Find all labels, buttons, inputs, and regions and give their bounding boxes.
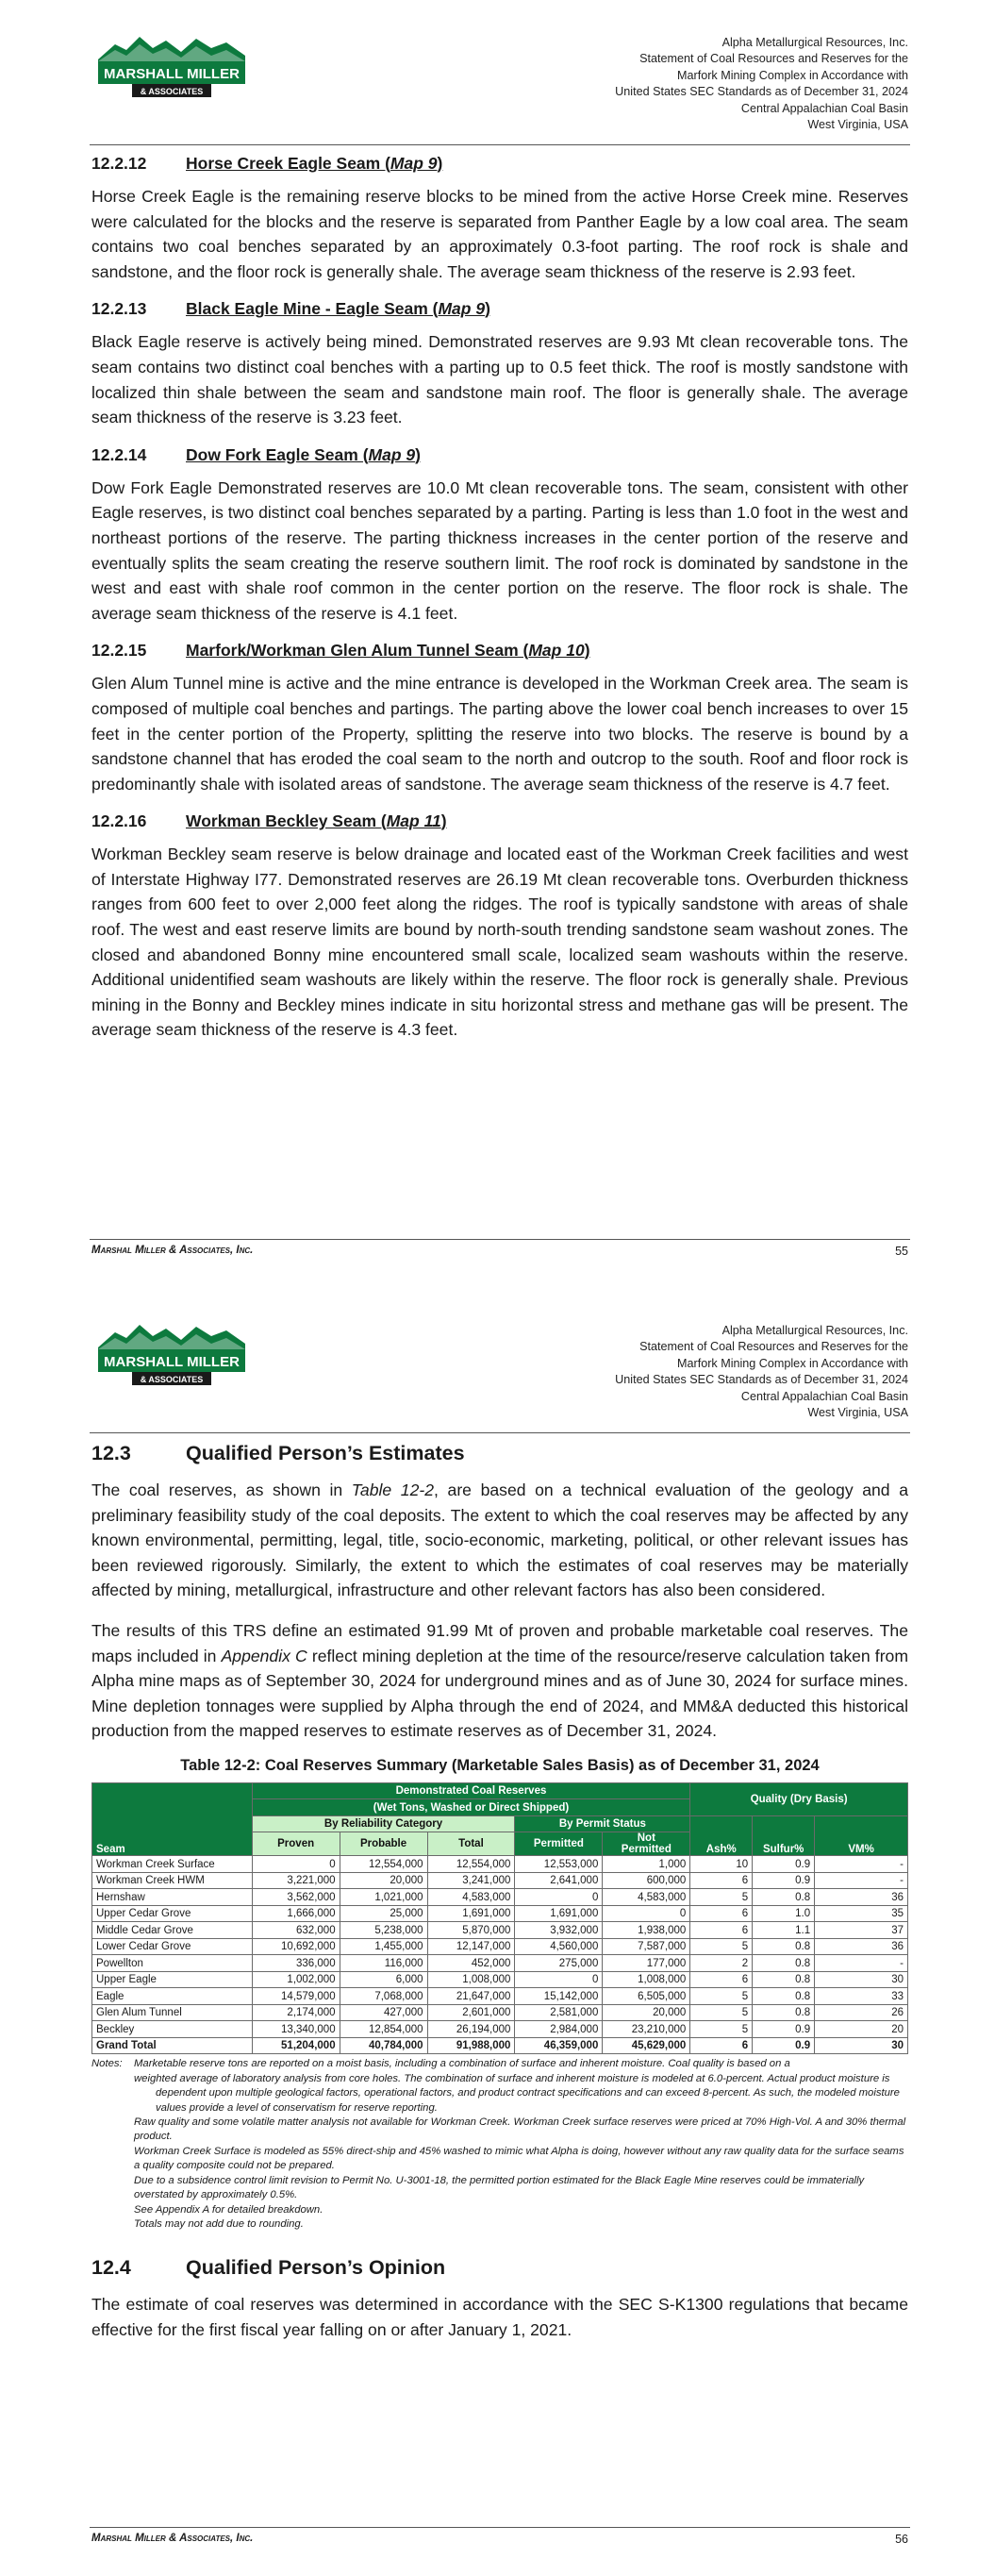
value-cell: 600,000: [603, 1872, 690, 1889]
value-cell: 0.9: [753, 2037, 815, 2054]
table-reference[interactable]: Table 12-2: [351, 1480, 435, 1499]
section-heading: [91, 445, 908, 466]
value-cell: 5: [690, 1938, 753, 1955]
value-cell: 1,938,000: [603, 1922, 690, 1939]
value-cell: 20,000: [340, 1872, 427, 1889]
note-text: Raw quality and some volatile matter analysis not available for Workman Creek. Workman Creek surface reserves were priced at 70% High-Vol. A and 30% thermal product.: [134, 2116, 906, 2143]
value-cell: -: [815, 1955, 908, 1972]
value-cell: 5: [690, 2021, 753, 2038]
value-cell: 26: [815, 2004, 908, 2021]
section-paragraph: The coal reserves, as shown in Table 12-2, are based on a technical evaluation of the geology and a preliminary feasibility study of the coal deposits. The extent to which the coal reserves may be affected by any known environmental, permitting, legal, title, socio-economic, marketing, political, or other relevant issues has been reviewed rigorously. Similarly, the extent to which the estimates of coal reserves may be materially affected by mining, metallurgical, infrastructure and other relevant factors has also been considered.: [91, 1480, 908, 1600]
seam-name-cell: Powellton: [92, 1955, 253, 1972]
note-text: Totals may not add due to rounding.: [134, 2217, 304, 2230]
table-row: [92, 1905, 908, 1922]
note-text: Due to a subsidence control limit revision to Permit No. U-3001-18, the permitted portion estimated for the Black Eagle Mine reserves could be immaterially overstated by approximately 0.5%.: [134, 2174, 865, 2201]
value-cell: 20,000: [603, 2004, 690, 2021]
seam-name-cell: Upper Cedar Grove: [92, 1905, 253, 1922]
value-cell: 452,000: [427, 1955, 515, 1972]
value-cell: 5,870,000: [427, 1922, 515, 1939]
section-title: Qualified Person’s Estimates: [186, 1442, 465, 1464]
value-cell: 1,455,000: [340, 1938, 427, 1955]
section-heading: [91, 2256, 908, 2283]
value-cell: 10,692,000: [252, 1938, 340, 1955]
value-cell: 0.8: [753, 1938, 815, 1955]
value-cell: 4,583,000: [603, 1889, 690, 1906]
value-cell: 5,238,000: [340, 1922, 427, 1939]
value-cell: 13,340,000: [252, 2021, 340, 2038]
value-cell: 1,000: [603, 1856, 690, 1873]
section-number: 12.2.12: [91, 154, 147, 173]
footer-divider: [90, 2527, 910, 2528]
value-cell: 5: [690, 1889, 753, 1906]
value-cell: 6,000: [340, 1971, 427, 1988]
value-cell: 3,932,000: [515, 1922, 603, 1939]
value-cell: 177,000: [603, 1955, 690, 1972]
seam-name-cell: Grand Total: [92, 2037, 253, 2054]
header-permit-status: By Permit Status: [515, 1815, 690, 1832]
column-header-permitted: Permitted: [515, 1832, 603, 1856]
value-cell: 1,021,000: [340, 1889, 427, 1906]
table-row: [92, 1955, 908, 1972]
value-cell: 1,691,000: [427, 1905, 515, 1922]
header-line: United States SEC Standards as of December 31, 2024: [615, 85, 908, 99]
value-cell: 275,000: [515, 1955, 603, 1972]
value-cell: 12,147,000: [427, 1938, 515, 1955]
seam-name-cell: Workman Creek Surface: [92, 1856, 253, 1873]
column-header-proven: Proven: [252, 1832, 340, 1856]
header-divider: [90, 1432, 910, 1433]
value-cell: 336,000: [252, 1955, 340, 1972]
value-cell: 2,641,000: [515, 1872, 603, 1889]
value-cell: 35: [815, 1905, 908, 1922]
value-cell: 37: [815, 1922, 908, 1939]
value-cell: 25,000: [340, 1905, 427, 1922]
value-cell: 0: [252, 1856, 340, 1873]
value-cell: 0.9: [753, 1856, 815, 1873]
section-number: 12.4: [91, 2256, 131, 2280]
section-title: Horse Creek Eagle Seam (Map 9): [186, 154, 443, 173]
value-cell: 0.8: [753, 1955, 815, 1972]
column-header-probable: Probable: [340, 1832, 427, 1856]
footer-firm: Marshal Miller & Associates, Inc.: [91, 1245, 254, 1256]
value-cell: 12,554,000: [427, 1856, 515, 1873]
coal-reserves-table: [91, 1782, 908, 2055]
section-number: 12.2.13: [91, 299, 147, 319]
header-line: Marfork Mining Complex in Accordance with: [677, 68, 908, 82]
value-cell: 0: [603, 1905, 690, 1922]
value-cell: 0: [515, 1971, 603, 1988]
header-company: Alpha Metallurgical Resources, Inc.: [721, 36, 908, 49]
section-heading: [91, 641, 908, 661]
value-cell: 0.9: [753, 2021, 815, 2038]
value-cell: 30: [815, 1971, 908, 1988]
column-header-not-permitted: Not Permitted: [603, 1832, 690, 1856]
value-cell: 7,068,000: [340, 1988, 427, 2005]
value-cell: 0.8: [753, 1971, 815, 1988]
value-cell: 30: [815, 2037, 908, 2054]
svg-text:MARSHALL MILLER: MARSHALL MILLER: [104, 66, 240, 82]
header-quality: Quality (Dry Basis): [690, 1782, 908, 1815]
value-cell: 46,359,000: [515, 2037, 603, 2054]
value-cell: 6,505,000: [603, 1988, 690, 2005]
table-row: [92, 1922, 908, 1939]
column-header-ash: Ash%: [690, 1815, 753, 1856]
section-title: Dow Fork Eagle Seam (Map 9): [186, 444, 421, 464]
value-cell: 6: [690, 2037, 753, 2054]
page-56-body: [91, 1442, 908, 2343]
table-notes: [91, 2057, 908, 2232]
seam-name-cell: Eagle: [92, 1988, 253, 2005]
section-title: Qualified Person’s Opinion: [186, 2256, 446, 2280]
value-cell: 1.1: [753, 1922, 815, 1939]
section-title: Marfork/Workman Glen Alum Tunnel Seam (Map 10): [186, 641, 590, 661]
value-cell: 4,583,000: [427, 1889, 515, 1906]
notes-label: Notes:: [91, 2058, 123, 2070]
map-link[interactable]: Map 10: [528, 641, 585, 661]
value-cell: 2,174,000: [252, 2004, 340, 2021]
section-paragraph: Glen Alum Tunnel mine is active and the mine entrance is developed in the Workman Creek area. The seam is composed of multiple coal benches and partings. The parting above the lower coal bench increases to over 15 feet in the center portion of the Property, splitting the reserve into two blocks. The reserve is bound by a sandstone channel that has eroded the coal seam to the north and outcrop to the south. Roof and floor rock is predominantly shale with isolated areas of sandstone. The average seam thickness of the reserve is 4.7 feet.: [91, 674, 908, 794]
page-header: [615, 35, 908, 133]
value-cell: 15,142,000: [515, 1988, 603, 2005]
value-cell: 45,629,000: [603, 2037, 690, 2054]
value-cell: 1,666,000: [252, 1905, 340, 1922]
seam-name-cell: Lower Cedar Grove: [92, 1938, 253, 1955]
header-line: Marfork Mining Complex in Accordance with: [677, 1356, 908, 1370]
seam-name-cell: Middle Cedar Grove: [92, 1922, 253, 1939]
value-cell: 2,581,000: [515, 2004, 603, 2021]
seam-name-cell: Beckley: [92, 2021, 253, 2038]
svg-text:& ASSOCIATES: & ASSOCIATES: [140, 87, 204, 96]
column-header-total: Total: [427, 1832, 515, 1856]
footer-firm: Marshal Miller & Associates, Inc.: [91, 2533, 254, 2544]
value-cell: 3,221,000: [252, 1872, 340, 1889]
header-line: West Virginia, USA: [807, 1406, 908, 1420]
footer-divider: [90, 1239, 910, 1240]
map-link[interactable]: Map 9: [368, 444, 416, 464]
section-heading: [91, 1442, 908, 1468]
header-line: Central Appalachian Coal Basin: [740, 101, 908, 115]
value-cell: 2,601,000: [427, 2004, 515, 2021]
header-line: West Virginia, USA: [807, 118, 908, 132]
value-cell: 116,000: [340, 1955, 427, 1972]
value-cell: 6: [690, 1922, 753, 1939]
column-header-sulfur: Sulfur%: [753, 1815, 815, 1856]
value-cell: 12,553,000: [515, 1856, 603, 1873]
svg-text:MARSHALL MILLER: MARSHALL MILLER: [104, 1354, 240, 1370]
value-cell: 91,988,000: [427, 2037, 515, 2054]
value-cell: 0.8: [753, 1988, 815, 2005]
value-cell: 33: [815, 1988, 908, 2005]
value-cell: 40,784,000: [340, 2037, 427, 2054]
value-cell: -: [815, 1872, 908, 1889]
value-cell: 0.9: [753, 1872, 815, 1889]
value-cell: 21,647,000: [427, 1988, 515, 2005]
section-paragraph: Horse Creek Eagle is the remaining reserve blocks to be mined from the active Horse Creek mine. Reserves were calculated for the blocks and the reserve is separated from Panther Eagle by a low coal area. The seam contains two coal benches separated by an approximately 0.3-foot parting. The roof rock is shale and sandstone, and the floor rock is generally shale. The average seam thickness of the reserve is 2.93 feet.: [91, 187, 908, 281]
page-header: [615, 1323, 908, 1421]
header-wet-tons: (Wet Tons, Washed or Direct Shipped): [252, 1799, 690, 1816]
table-row: [92, 1889, 908, 1906]
page-body: [91, 154, 908, 1043]
value-cell: 5: [690, 1988, 753, 2005]
seam-name-cell: Hernshaw: [92, 1889, 253, 1906]
table-row: [92, 1988, 908, 2005]
table-row: [92, 2021, 908, 2038]
section-title: Workman Beckley Seam (Map 11): [186, 811, 447, 831]
value-cell: 3,241,000: [427, 1872, 515, 1889]
column-header-vm: VM%: [815, 1815, 908, 1856]
seam-name-cell: Upper Eagle: [92, 1971, 253, 1988]
header-line: United States SEC Standards as of December 31, 2024: [615, 1373, 908, 1387]
section-paragraph: The estimate of coal reserves was determined in accordance with the SEC S-K1300 regulations that became effective for the first fiscal year falling on or after January 1, 2021.: [91, 2295, 908, 2339]
svg-text:& ASSOCIATES: & ASSOCIATES: [140, 1375, 204, 1384]
value-cell: 20: [815, 2021, 908, 2038]
value-cell: 12,854,000: [340, 2021, 427, 2038]
header-divider: [90, 144, 910, 145]
header-demonstrated: Demonstrated Coal Reserves: [252, 1782, 690, 1799]
value-cell: 10: [690, 1856, 753, 1873]
table-row: [92, 2004, 908, 2021]
section-paragraph: Dow Fork Eagle Demonstrated reserves are 10.0 Mt clean recoverable tons. The seam, consistent with other Eagle reserves, is two distinct coal benches separated by a parting. Parting is less than 1.0 foot in the west and northeast portions of the reserve. The parting thickness increases in the center portion of the reserve and eventually splits the seam creating the reserve southern limit. The roof rock is dominated by sandstone in the west and east with shale roof common in the center portion on the reserve. The floor rock is shale. The average seam thickness of the reserve is 4.1 feet.: [91, 477, 908, 623]
marshall-miller-logo: [94, 31, 249, 101]
section-paragraph: The results of this TRS define an estimated 91.99 Mt of proven and probable marketable coal reserves. The maps included in Appendix C reflect mining depletion at the time of the resource/reserve calculation taken from Alpha mine maps as of September 30, 2024 for underground mines and as of June 30, 2024 for surface mines. Mine depletion tonnages were supplied by Alpha through the end of 2024, and MM&A deducted this historical production from the mapped reserves to estimate reserves as of December 31, 2024.: [91, 1620, 908, 1741]
value-cell: 4,560,000: [515, 1938, 603, 1955]
value-cell: 6: [690, 1905, 753, 1922]
value-cell: 0.8: [753, 1889, 815, 1906]
value-cell: 2,984,000: [515, 2021, 603, 2038]
header-reliability: By Reliability Category: [252, 1815, 515, 1832]
value-cell: 2: [690, 1955, 753, 1972]
value-cell: 1.0: [753, 1905, 815, 1922]
value-cell: 0: [515, 1889, 603, 1906]
column-header-seam: Seam: [92, 1782, 253, 1856]
map-link[interactable]: Map 9: [438, 299, 486, 319]
section-number: 12.3: [91, 1442, 131, 1464]
value-cell: 427,000: [340, 2004, 427, 2021]
value-cell: 14,579,000: [252, 1988, 340, 2005]
value-cell: 23,210,000: [603, 2021, 690, 2038]
section-heading: [91, 154, 908, 175]
value-cell: 51,204,000: [252, 2037, 340, 2054]
value-cell: 26,194,000: [427, 2021, 515, 2038]
value-cell: 3,562,000: [252, 1889, 340, 1906]
table-row: [92, 1856, 908, 1873]
note-text: Marketable reserve tons are reported on a moist basis, including a combination of surface and inherent moisture. Coal quality is based on a: [134, 2058, 790, 2070]
section-number: 12.2.14: [91, 444, 147, 464]
table-caption: Table 12-2: Coal Reserves Summary (Marketable Sales Basis) as of December 31, 2024: [180, 1756, 820, 1774]
section-title: Black Eagle Mine - Eagle Seam (Map 9): [186, 299, 490, 319]
map-link[interactable]: Map 11: [386, 811, 441, 831]
header-company: Alpha Metallurgical Resources, Inc.: [721, 1324, 908, 1337]
note-text: See Appendix A for detailed breakdown.: [134, 2203, 323, 2216]
value-cell: 6: [690, 1971, 753, 1988]
value-cell: 0.8: [753, 2004, 815, 2021]
appendix-reference[interactable]: Appendix C: [221, 1646, 307, 1665]
table-row: [92, 1872, 908, 1889]
marshall-miller-logo: [94, 1319, 249, 1389]
header-line: Central Appalachian Coal Basin: [740, 1389, 908, 1403]
value-cell: 632,000: [252, 1922, 340, 1939]
page-number: 55: [895, 1245, 908, 1258]
value-cell: 36: [815, 1889, 908, 1906]
table-row: [92, 1971, 908, 1988]
table-row: [92, 1938, 908, 1955]
value-cell: 1,002,000: [252, 1971, 340, 1988]
value-cell: 12,554,000: [340, 1856, 427, 1873]
value-cell: 6: [690, 1872, 753, 1889]
section-heading: [91, 811, 908, 832]
note-text: Workman Creek Surface is modeled as 55% direct-ship and 45% washed to mimic what Alpha is doing, however without any raw quality data for the surface seams a quality composite could not be prepared.: [134, 2145, 904, 2172]
section-number: 12.2.15: [91, 641, 147, 661]
section-paragraph: Black Eagle reserve is actively being mined. Demonstrated reserves are 9.93 Mt clean recoverable tons. The seam contains two distinct coal benches with a parting up to 0.5 feet thick. The roof is mostly sandstone with localized thin shale between the seam and sandstone main roof. The floor is generally shale. The average seam thickness of the reserve is 3.23 feet.: [91, 332, 908, 427]
value-cell: 1,691,000: [515, 1905, 603, 1922]
section-heading: [91, 299, 908, 320]
header-line: Statement of Coal Resources and Reserves for the: [639, 52, 908, 66]
page-number: 56: [895, 2533, 908, 2546]
seam-name-cell: Workman Creek HWM: [92, 1872, 253, 1889]
value-cell: 36: [815, 1938, 908, 1955]
value-cell: 7,587,000: [603, 1938, 690, 1955]
table-total-row: [92, 2037, 908, 2054]
value-cell: 1,008,000: [603, 1971, 690, 1988]
value-cell: 1,008,000: [427, 1971, 515, 1988]
table-body: [92, 1856, 908, 2054]
seam-name-cell: Glen Alum Tunnel: [92, 2004, 253, 2021]
map-link[interactable]: Map 9: [390, 154, 438, 173]
header-line: Statement of Coal Resources and Reserves for the: [639, 1340, 908, 1354]
value-cell: 5: [690, 2004, 753, 2021]
section-paragraph: Workman Beckley seam reserve is below drainage and located east of the Workman Creek facilities and west of Interstate Highway I77. Demonstrated reserves are 26.19 Mt clean recoverable tons. Overburden thickness ranges from 600 feet to over 2,000 feet along the ridges. The roof is typically sandstone with areas of shale roof. The west and east reserve limits are bound by north-south trending sandstone seam washout zones. The closed and abandoned Bonny mine encountered small scale, localized seam washouts within the reserve. Additional unidentified seam washouts are likely within the reserve. The floor rock is generally shale. Previous mining in the Bonny and Beckley mines indicate in situ horizontal stress and methane gas will be present. The average seam thickness of the reserve is 4.3 feet.: [91, 845, 908, 1040]
value-cell: -: [815, 1856, 908, 1873]
section-number: 12.2.16: [91, 811, 147, 831]
note-text: weighted average of laboratory analysis from core holes. The combination of surface and inherent moisture is modeled at 6.0-percent. Actual product moisture is dependent upon multiple geological factors, operational factors, and product contract specifications and can exceed 8-percent. As such, the modeled moisture values provide a level of conservatism for reserve reporting.: [134, 2072, 900, 2114]
